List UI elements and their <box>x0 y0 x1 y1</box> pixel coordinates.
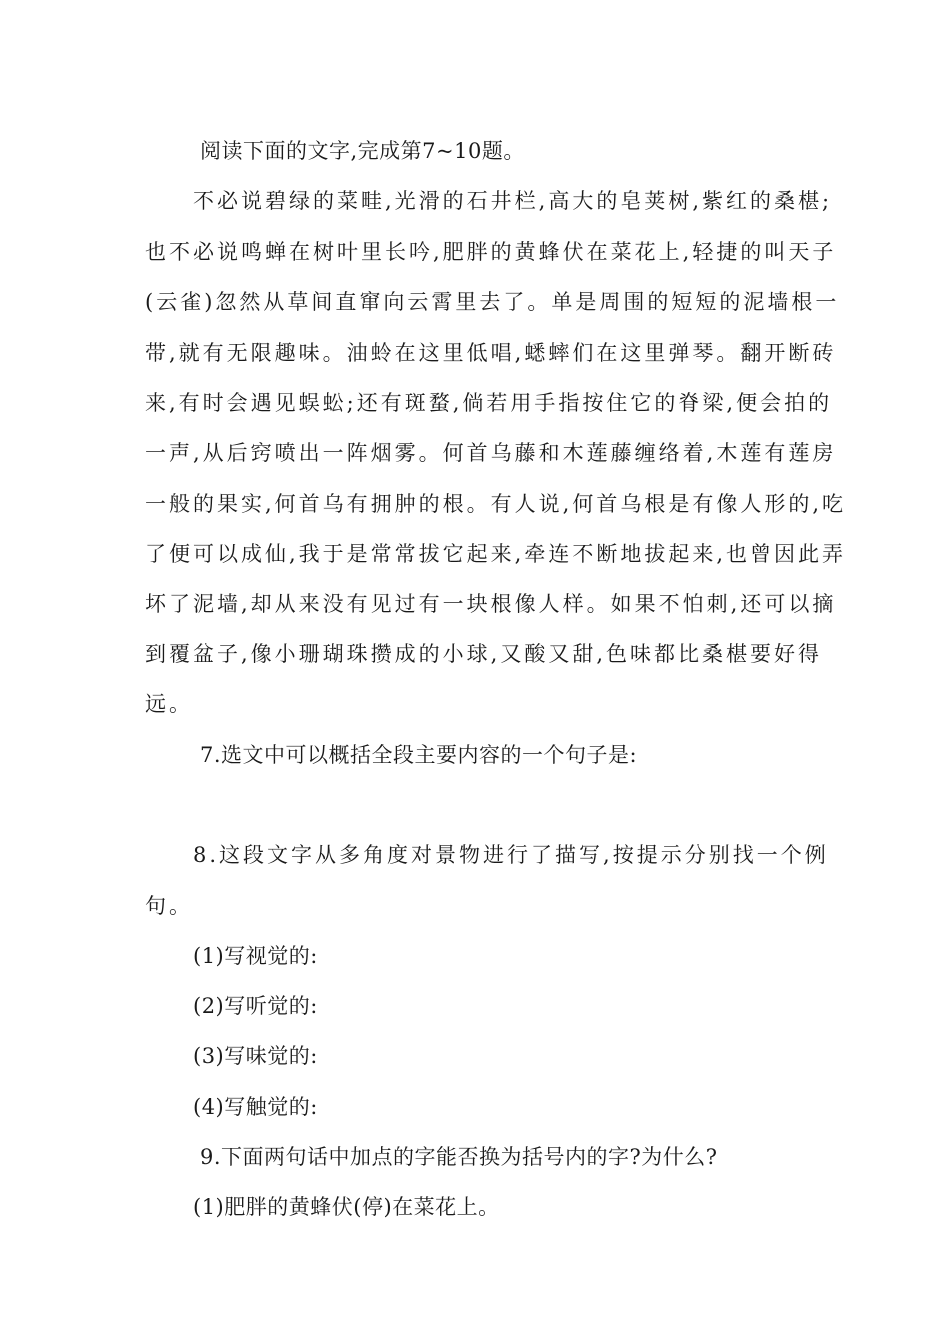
passage-line: 了便可以成仙,我于是常常拔它起来,牵连不断地拔起来,也曾因此弄 <box>145 542 847 566</box>
question-8: 8.这段文字从多角度对景物进行了描写,按提示分别找一个例 <box>193 843 829 867</box>
passage-line: 远。 <box>145 692 193 716</box>
question-8-item: (1)写视觉的: <box>193 944 318 968</box>
question-7: 7.选文中可以概括全段主要内容的一个句子是: <box>200 743 638 767</box>
passage-line: 也不必说鸣蝉在树叶里长吟,肥胖的黄蜂伏在菜花上,轻捷的叫天子 <box>145 240 837 264</box>
question-8-item: (2)写听觉的: <box>193 994 318 1018</box>
passage-line: 到覆盆子,像小珊瑚珠攒成的小球,又酸又甜,色味都比桑椹要好得 <box>145 642 823 666</box>
question-8-continued: 句。 <box>145 894 193 918</box>
passage-line: 一般的果实,何首乌有拥肿的根。有人说,何首乌根是有像人形的,吃 <box>145 492 847 516</box>
passage-line: 一声,从后窍喷出一阵烟雾。何首乌藤和木莲藤缠络着,木莲有莲房 <box>145 441 837 465</box>
reading-instruction: 阅读下面的文字,完成第7~10题。 <box>200 139 525 163</box>
question-9: 9.下面两句话中加点的字能否换为括号内的字?为什么? <box>200 1145 718 1169</box>
passage-line: 不必说碧绿的菜畦,光滑的石井栏,高大的皂荚树,紫红的桑椹; <box>193 189 833 213</box>
question-8-item: (3)写味觉的: <box>193 1044 318 1068</box>
passage-line: 带,就有无限趣味。油蛉在这里低唱,蟋蟀们在这里弹琴。翻开断砖 <box>145 341 837 365</box>
passage-line: 坏了泥墙,却从来没有见过有一块根像人样。如果不怕刺,还可以摘 <box>145 592 837 616</box>
question-8-item: (4)写触觉的: <box>193 1095 318 1119</box>
passage-line: (云雀)忽然从草间直窜向云霄里去了。单是周围的短短的泥墙根一 <box>145 290 840 314</box>
question-9-item: (1)肥胖的黄蜂伏(停)在菜花上。 <box>193 1195 500 1219</box>
passage-line: 来,有时会遇见蜈蚣;还有斑蝥,倘若用手指按住它的脊梁,便会拍的 <box>145 391 833 415</box>
